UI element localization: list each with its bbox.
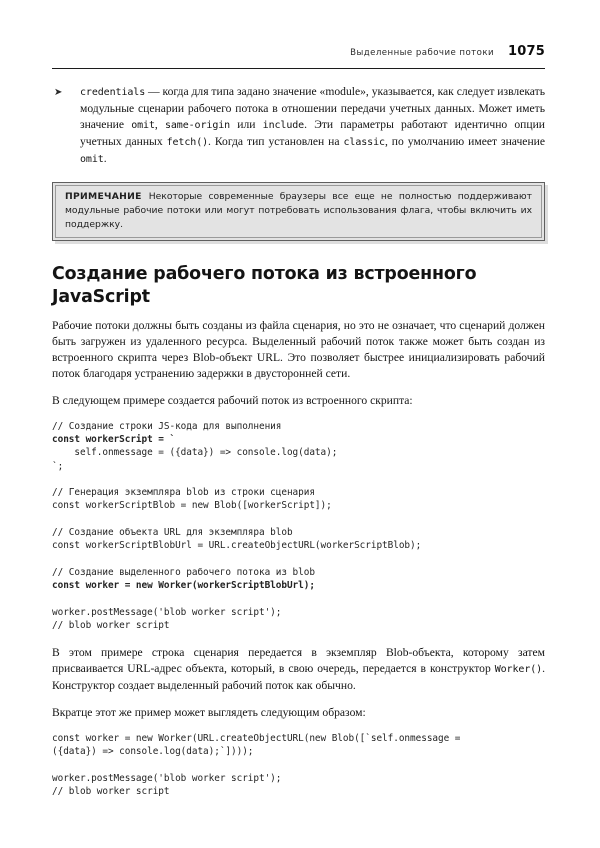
triangle-bullet-icon: ➤: [54, 87, 63, 98]
code-line: worker.postMessage('blob worker script');: [52, 772, 282, 784]
inline-code: Worker(): [494, 664, 543, 676]
code-block-embedded-worker: [52, 420, 545, 633]
code-line: // blob worker script: [52, 786, 170, 798]
section-heading: Создание рабочего потока из встроенного JavaScript: [52, 264, 477, 307]
code-line: const workerScriptBlobUrl = URL.createObjectURL(workerScriptBlob);: [52, 540, 422, 552]
code-line: const worker = new Worker(workerScriptBlobUrl);: [52, 580, 315, 592]
page-content: [52, 84, 545, 812]
code-line: // blob worker script: [52, 620, 170, 632]
text-run: . Эти параметры работают идентично опции учетных данных: [80, 117, 545, 148]
code-line: ({data}) => console.log(data);`])));: [52, 746, 254, 758]
code-line: // Создание объекта URL для экземпляра blob: [52, 527, 293, 539]
code-line: // Создание выделенного рабочего потока из blob: [52, 566, 315, 578]
code-block-condensed-worker: [52, 732, 545, 798]
code-line: // Создание строки JS-кода для выполнения: [52, 420, 282, 432]
paragraph-short-lead: Вкратце этот же пример может выглядеть следующим образом:: [52, 706, 366, 720]
text-run: . Конструктор создает выделенный рабочий поток как обычно.: [52, 662, 545, 693]
code-line: worker.postMessage('blob worker script');: [52, 606, 282, 618]
inline-code: omit: [80, 153, 104, 165]
list-item: [52, 84, 545, 168]
inline-code: omit: [131, 119, 155, 131]
page-number: 1075: [508, 44, 545, 59]
note-label: ПРИМЕЧАНИЕ: [65, 190, 142, 202]
code-line: self.onmessage = ({data}) => console.log(data);: [52, 447, 338, 459]
running-head-title: Выделенные рабочие потоки: [350, 48, 495, 58]
text-run: В этом примере строка сценария передается в экземпляр Blob-объекта, которому затем присваивается URL-адрес объекта, который, в свою очередь, передается в конструктор: [52, 646, 545, 676]
paragraph-example-lead: В следующем примере создается рабочий поток из встроенного скрипта:: [52, 393, 413, 407]
inline-code: include: [262, 119, 305, 131]
inline-code: fetch(): [166, 136, 209, 148]
text-run: или: [230, 117, 263, 131]
code-line: // Генерация экземпляра blob из строки сценария: [52, 487, 315, 499]
header-rule: [52, 68, 545, 69]
running-head: [52, 44, 545, 59]
inline-code: classic: [343, 136, 385, 148]
text-run: ,: [154, 117, 165, 131]
note-callout: [52, 182, 545, 242]
paragraph-explanation: [52, 645, 545, 694]
text-run: — когда для типа задано значение «module», указывается, как следует извлекать модульные сценарии рабочего потока в отношении передачи учетных данных. Может иметь значение: [80, 85, 545, 131]
list-item-text: [80, 84, 545, 168]
code-line: const workerScriptBlob = new Blob([workerScript]);: [52, 500, 332, 512]
text-run: .: [103, 151, 107, 165]
text-run: , по умолчанию имеет значение: [384, 134, 546, 148]
note-text: [65, 190, 532, 233]
inline-code: credentials: [80, 87, 146, 98]
inline-code: same-origin: [164, 119, 231, 131]
note-body: Некоторые современные браузеры все еще не полностью поддерживают модульные рабочие потоки или могут потребовать использования флага, чтобы включить их поддержку.: [65, 190, 532, 230]
note-box: [52, 182, 545, 242]
text-run: . Когда тип установлен на: [208, 134, 344, 148]
code-line: const workerScript = `: [52, 433, 176, 445]
code-line: const worker = new Worker(URL.createObjectURL(new Blob([`self.onmessage =: [52, 733, 461, 745]
code-line: `;: [52, 460, 64, 472]
paragraph-intro: Рабочие потоки должны быть созданы из файла сценария, но это не означает, что сценарий должен быть загружен из удаленного ресурса. Выделенный рабочий поток также может быть создан из встроенного скрипта через Blob-объект URL. Это позволяет быстрее инициализировать рабочий поток благодаря устранению задержки в двусторонней сети.: [52, 319, 545, 380]
